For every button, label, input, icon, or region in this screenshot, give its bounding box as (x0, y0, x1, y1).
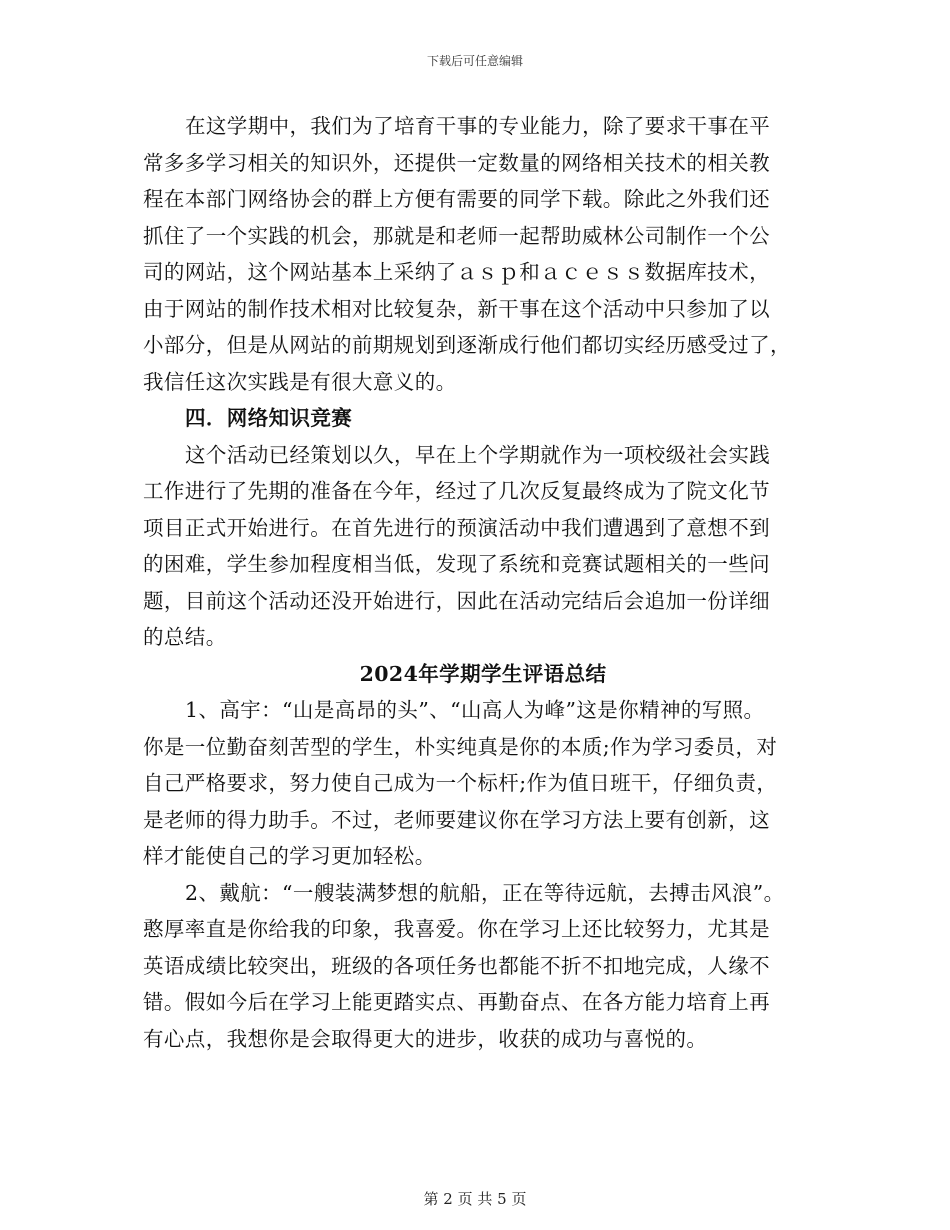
paragraph-line: 常多多学习相关的知识外，还提供一定数量的网络相关技术的相关教 (143, 150, 770, 175)
paragraph-line: 1、高宇：“山是高昂的头”、“山高人为峰”这是你精神的写照。 (185, 698, 765, 722)
paragraph-line: 由于网站的制作技术相对比较复杂，新干事在这个活动中只参加了以 (143, 296, 770, 321)
paragraph-line: 抓住了一个实践的机会，那就是和老师一起帮助威林公司制作一个公 (143, 223, 770, 248)
paragraph-line: 司的网站，这个网站基本上采纳了ａｓｐ和ａｃｅｓｓ数据库技术， (143, 260, 770, 284)
paragraph-line: 是老师的得力助手。不过，老师要建议你在学习方法上要有创新，这 (143, 807, 770, 832)
section-heading: 四．网络知识竞赛 (185, 406, 353, 430)
document-body (143, 108, 823, 1057)
paragraph-line: 的困难，学生参加程度相当低，发现了系统和竞赛试题相关的一些问 (143, 552, 770, 576)
page-number-footer: 第 2 页 共 5 页 (423, 1190, 527, 1208)
paragraph-line: 小部分，但是从网站的前期规划到逐渐成行他们都切实经历感受过了， (143, 333, 791, 357)
paragraph-line: 在这学期中，我们为了培育干事的专业能力，除了要求干事在平 (185, 114, 771, 138)
paragraph-line: 项目正式开始进行。在首先进行的预演活动中我们遭遇到了意想不到 (143, 515, 770, 540)
paragraph-line: 自己严格要求，努力使自己成为一个标杆;作为值日班干，仔细负责， (143, 771, 778, 795)
document-title: 2024年学期学生评语总结 (359, 661, 607, 686)
paragraph-line: 程在本部门网络协会的群上方便有需要的同学下载。除此之外我们还 (143, 187, 770, 211)
paragraph-line: 有心点，我想你是会取得更大的进步，收获的成功与喜悦的。 (143, 1026, 708, 1051)
paragraph-line: 憨厚率直是你给我的印象，我喜爱。你在学习上还比较努力，尤其是 (143, 917, 770, 941)
paragraph-line: 2、戴航：“一艘装满梦想的航船，正在等待远航，去搏击风浪”。 (185, 880, 785, 905)
page-header-note: 下载后可任意编辑 (426, 54, 523, 68)
paragraph-line: 的总结。 (143, 625, 227, 649)
paragraph-line: 这个活动已经策划以久，早在上个学期就作为一项校级社会实践 (185, 442, 771, 467)
paragraph-line: 错。假如今后在学习上能更踏实点、再勤奋点、在各方能力培育上再 (143, 990, 770, 1014)
paragraph-line: 你是一位勤奋刻苦型的学生，朴实纯真是你的本质;作为学习委员，对 (143, 734, 778, 759)
paragraph-line: 题，目前这个活动还没开始进行，因此在活动完结后会追加一份详细 (143, 588, 770, 613)
paragraph-line: 样才能使自己的学习更加轻松。 (143, 844, 436, 868)
paragraph-line: 英语成绩比较突出，班级的各项任务也都能不折不扣地完成，人缘不 (143, 953, 770, 978)
paragraph-line: 我信任这次实践是有很大意义的。 (143, 369, 457, 394)
paragraph-line: 工作进行了先期的准备在今年，经过了几次反复最终成为了院文化节 (143, 479, 770, 503)
